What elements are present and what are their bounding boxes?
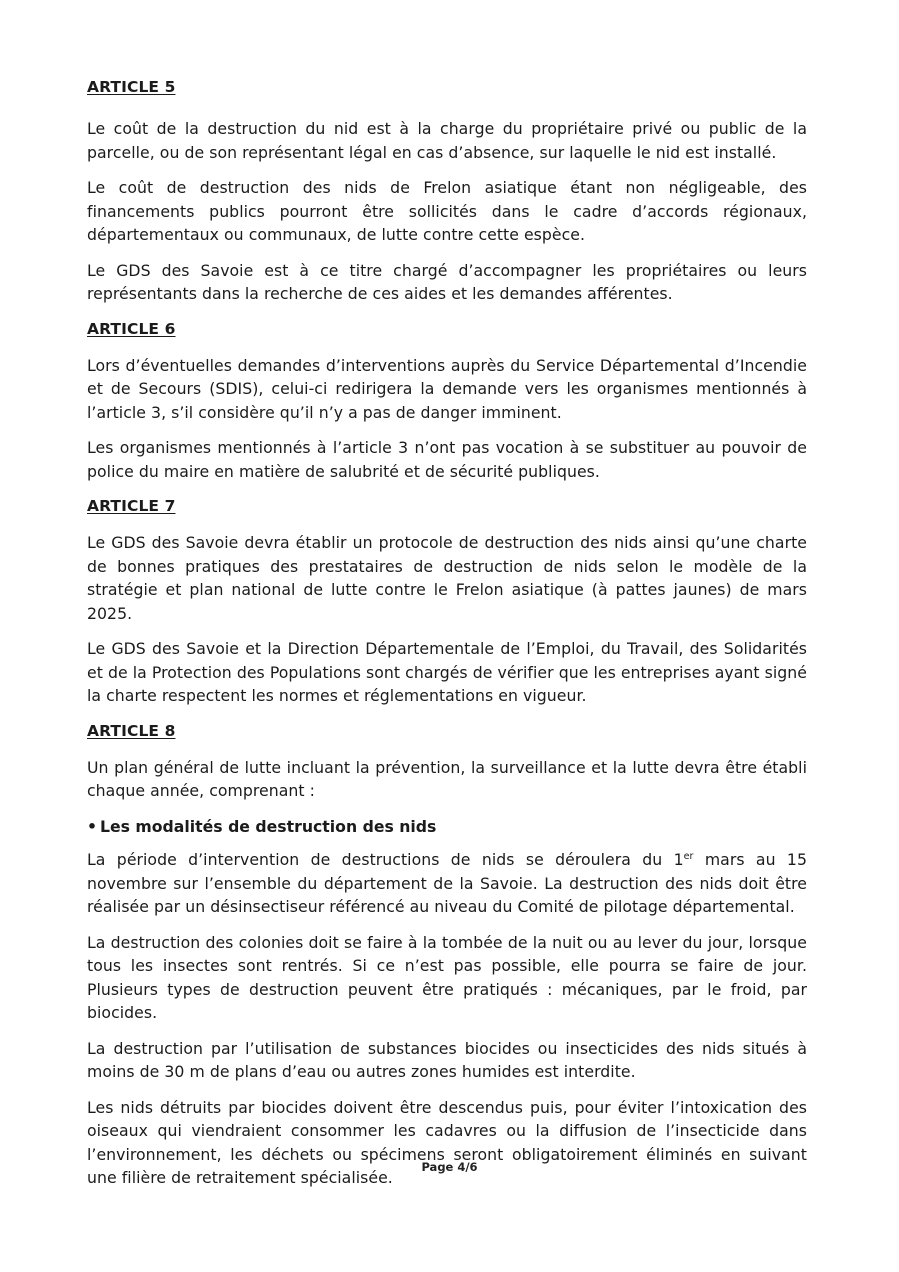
document-page: [87, 72, 807, 1190]
bullet-label: Les modalités de destruction des nids: [100, 816, 437, 836]
article-5-paragraph-2: Le coût de destruction des nids de Frelon asiatique étant non négligeable, des financements publics pourront être sollicités dans le cadre d’accords régionaux, départementaux ou communaux, de lutte contre cette espèce.: [87, 178, 807, 244]
paragraph-2-text-end: mars au 15 novembre sur l’ensemble du département de la Savoie. La destruction des nids doit être réalisée par un désinsectiseur référencé au niveau du Comité de pilotage départemental.: [87, 850, 807, 916]
article-8-paragraph-4: La destruction par l’utilisation de substances biocides ou insecticides des nids situés à moins de 30 m de plans d’eau ou autres zones humides est interdite.: [87, 1038, 807, 1081]
article-6-paragraph-1: Lors d’éventuelles demandes d’interventions auprès du Service Départemental d’Incendie et de Secours (SDIS), celui-ci redirigera la demande vers les organismes mentionnés à l’article 3, s’il considère qu’il n’y a pas de danger imminent.: [87, 355, 807, 422]
bullet-marker: •: [87, 816, 98, 836]
article-6-heading: ARTICLE 6: [87, 319, 176, 338]
article-8-paragraph-5: Les nids détruits par biocides doivent être descendus puis, pour éviter l’intoxication des oiseaux qui viendraient consommer les cadavres ou la diffusion de l’insecticide dans l’environnement, les déchets ou spécimens seront obligatoirement éliminés en suivant une filière de retraitement spécialisée.: [87, 1097, 807, 1187]
article-7-paragraph-2: Le GDS des Savoie et la Direction Départementale de l’Emploi, du Travail, des Solidarités et de la Protection des Populations sont chargés de vérifier que les entreprises ayant signé la charte respectent les normes et réglementations en vigueur.: [87, 639, 807, 705]
article-8-paragraph-2: [87, 848, 807, 919]
ordinal-superscript: er: [683, 850, 694, 862]
article-8-paragraph-3: La destruction des colonies doit se faire à la tombée de la nuit ou au lever du jour, lorsque tous les insectes sont rentrés. Si ce n’est pas possible, elle pourra se faire de jour. Plusieurs types de destruction peuvent être pratiqués : mécaniques, par le froid, par biocides.: [87, 932, 807, 1022]
article-7-heading: ARTICLE 7: [87, 497, 176, 515]
article-8-heading: ARTICLE 8: [87, 721, 176, 740]
article-5-heading: ARTICLE 5: [87, 78, 176, 96]
page-number: Page 4/6: [421, 1160, 478, 1174]
article-8-paragraph-1: Un plan général de lutte incluant la prévention, la surveillance et la lutte devra être établi chaque année, comprenant :: [87, 757, 807, 800]
paragraph-2-text-start: La période d’intervention de destructions de nids se déroulera du 1: [87, 850, 684, 869]
article-8-bullet-item: [87, 815, 807, 839]
article-7-paragraph-1: Le GDS des Savoie devra établir un protocole de destruction des nids ainsi qu’une charte de bonnes pratiques des prestataires de destruction de nids selon le modèle de la stratégie et plan national de lutte contre le Frelon asiatique (à pattes jaunes) de mars 2025.: [87, 533, 807, 623]
article-5-paragraph-1: Le coût de la destruction du nid est à la charge du propriétaire privé ou public de la parcelle, ou de son représentant légal en cas d’absence, sur laquelle le nid est installé.: [87, 119, 807, 162]
article-5-paragraph-3: Le GDS des Savoie est à ce titre chargé d’accompagner les propriétaires ou leurs représentants dans la recherche de ces aides et les demandes afférentes.: [87, 260, 807, 303]
article-6-paragraph-2: Les organismes mentionnés à l’article 3 n’ont pas vocation à se substituer au pouvoir de police du maire en matière de salubrité et de sécurité publiques.: [87, 438, 807, 481]
